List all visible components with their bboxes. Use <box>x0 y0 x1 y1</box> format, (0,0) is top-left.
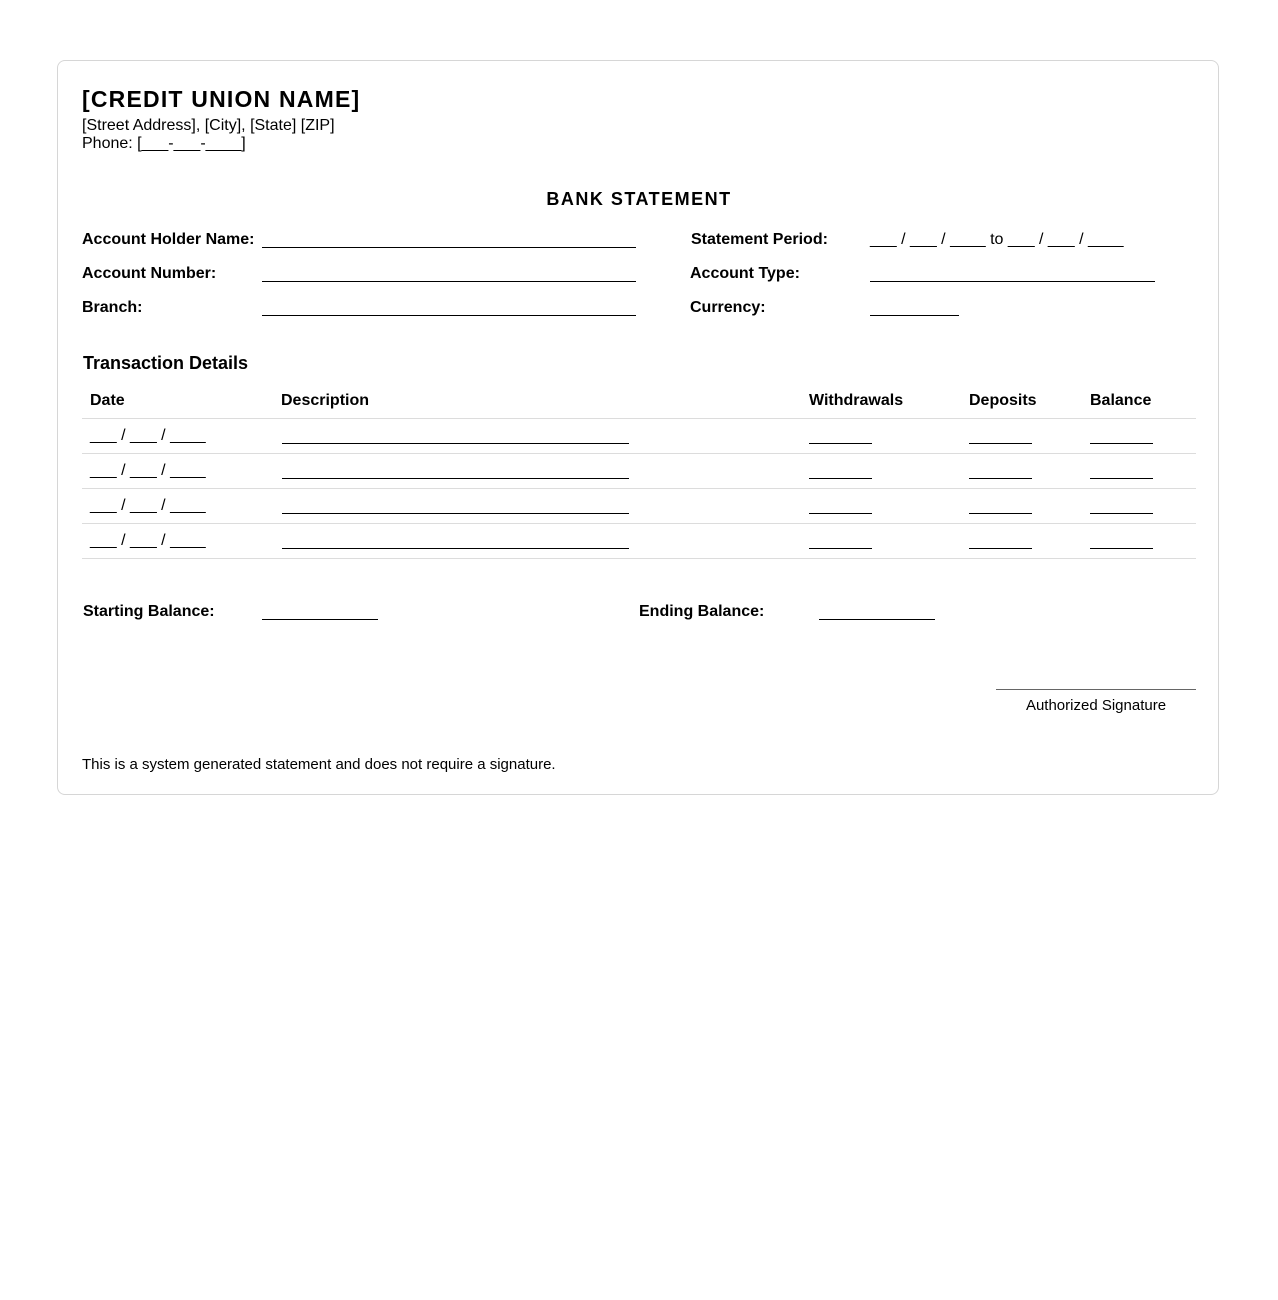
document-title: BANK STATEMENT <box>546 189 732 209</box>
ending-balance-label: Ending Balance: <box>639 603 765 620</box>
system-generated-note: This is a system generated statement and does not require a signature. <box>82 756 556 773</box>
balance-cell[interactable] <box>1090 513 1153 514</box>
balance-cell[interactable] <box>1090 548 1153 549</box>
deposits-cell[interactable] <box>969 478 1032 479</box>
row-divider <box>82 523 1196 524</box>
account-type-field[interactable] <box>870 281 1155 282</box>
signature-line[interactable] <box>996 689 1196 690</box>
column-header-description: Description <box>281 392 370 409</box>
description-cell[interactable] <box>282 513 629 514</box>
description-cell[interactable] <box>282 548 629 549</box>
deposits-cell[interactable] <box>969 443 1032 444</box>
credit-union-phone: Phone: [___-___-____] <box>82 135 246 152</box>
row-divider <box>82 453 1196 454</box>
account-holder-name-label: Account Holder Name: <box>82 231 255 248</box>
date-cell[interactable]: ___ / ___ / ____ <box>90 497 206 514</box>
row-divider <box>82 558 1196 559</box>
table-divider <box>82 418 1196 419</box>
date-cell[interactable]: ___ / ___ / ____ <box>90 532 206 549</box>
authorized-signature-label: Authorized Signature <box>1025 697 1167 714</box>
withdrawals-cell[interactable] <box>809 443 872 444</box>
column-header-deposits: Deposits <box>969 392 1037 409</box>
credit-union-address: [Street Address], [City], [State] [ZIP] <box>82 117 335 134</box>
account-type-label: Account Type: <box>690 265 800 282</box>
starting-balance-field[interactable] <box>262 619 378 620</box>
starting-balance-label: Starting Balance: <box>83 603 215 620</box>
deposits-cell[interactable] <box>969 513 1032 514</box>
currency-label: Currency: <box>690 299 766 316</box>
account-holder-name-field[interactable] <box>262 247 636 248</box>
statement-card <box>57 60 1219 795</box>
description-cell[interactable] <box>282 443 629 444</box>
row-divider <box>82 488 1196 489</box>
account-number-field[interactable] <box>262 281 636 282</box>
date-cell[interactable]: ___ / ___ / ____ <box>90 427 206 444</box>
column-header-date: Date <box>90 392 125 409</box>
withdrawals-cell[interactable] <box>809 478 872 479</box>
withdrawals-cell[interactable] <box>809 513 872 514</box>
branch-field[interactable] <box>262 315 636 316</box>
statement-period-field[interactable]: ___ / ___ / ____ to ___ / ___ / ____ <box>870 231 1124 248</box>
ending-balance-field[interactable] <box>819 619 935 620</box>
statement-period-label: Statement Period: <box>691 231 828 248</box>
account-number-label: Account Number: <box>82 265 217 282</box>
column-header-withdrawals: Withdrawals <box>809 392 904 409</box>
withdrawals-cell[interactable] <box>809 548 872 549</box>
transaction-details-title: Transaction Details <box>83 353 249 373</box>
balance-cell[interactable] <box>1090 478 1153 479</box>
balance-cell[interactable] <box>1090 443 1153 444</box>
credit-union-name: [CREDIT UNION NAME] <box>82 86 361 112</box>
branch-label: Branch: <box>82 299 143 316</box>
currency-field[interactable] <box>870 315 959 316</box>
description-cell[interactable] <box>282 478 629 479</box>
date-cell[interactable]: ___ / ___ / ____ <box>90 462 206 479</box>
deposits-cell[interactable] <box>969 548 1032 549</box>
column-header-balance: Balance <box>1090 392 1152 409</box>
